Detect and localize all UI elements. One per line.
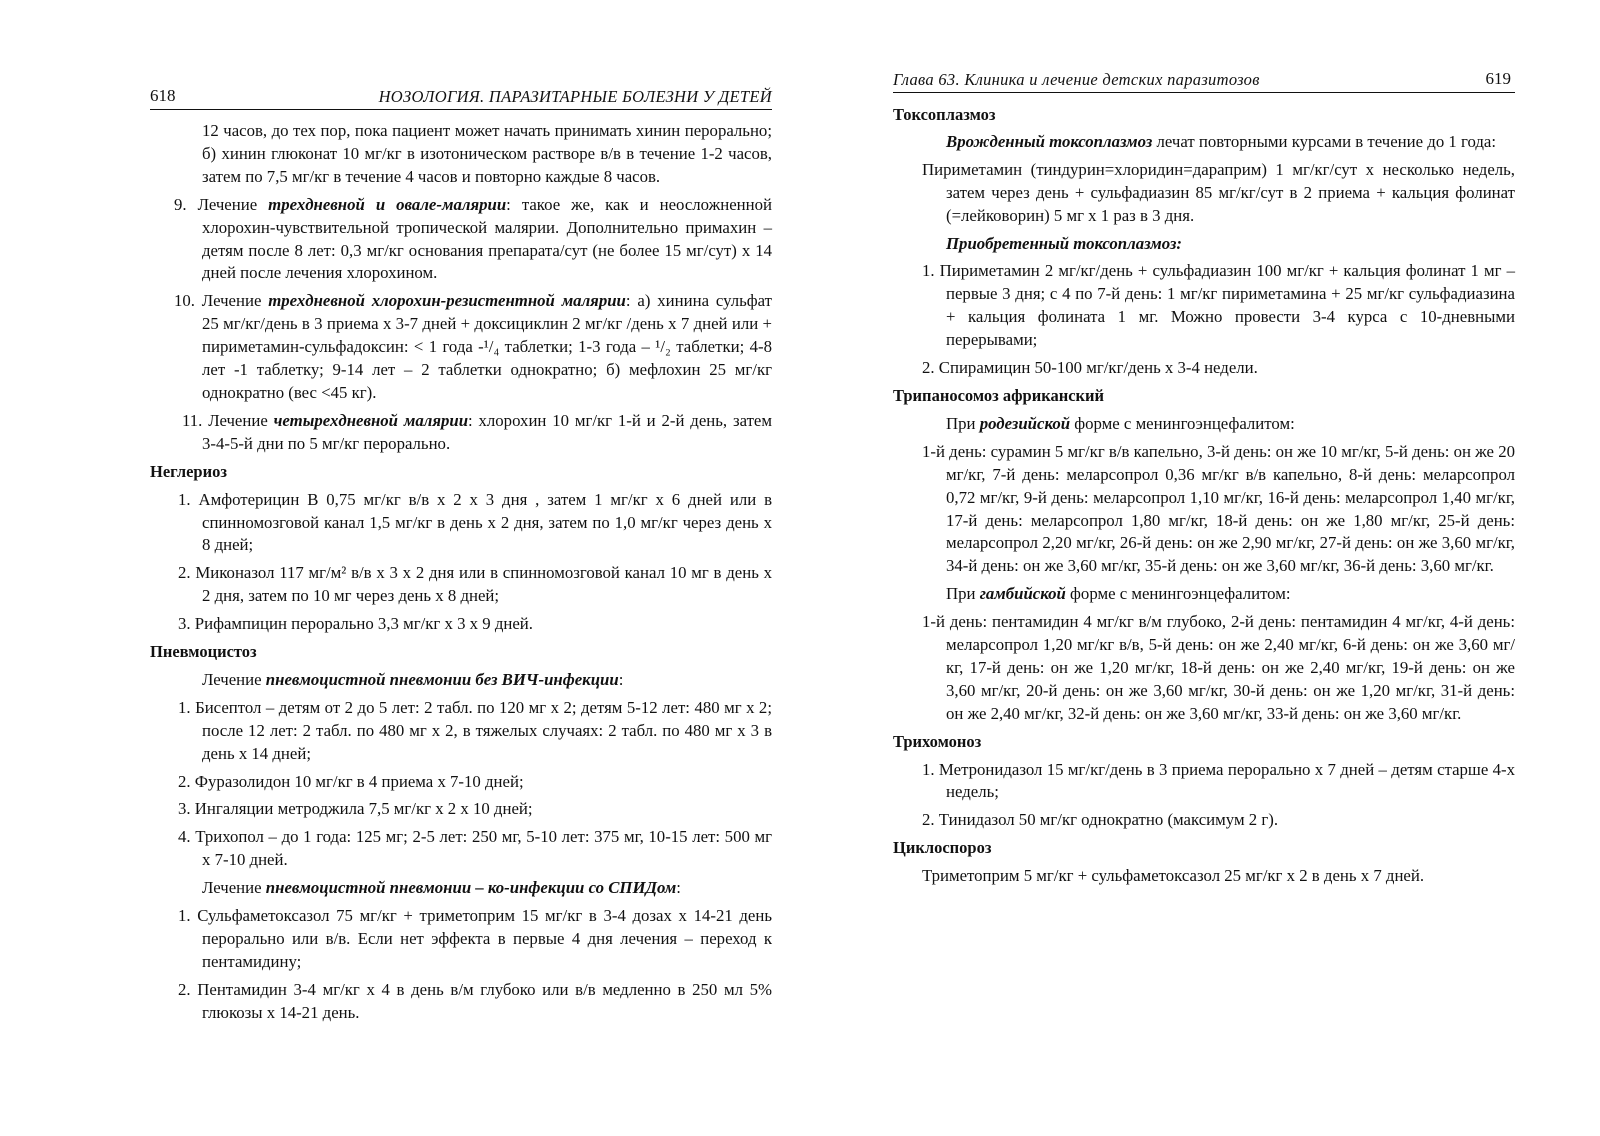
right-page-number: 619 (1485, 69, 1511, 88)
list-item: 2. Фуразолидон 10 мг/кг в 4 приема х 7-10 дней; (178, 771, 524, 791)
list-item: 10. Лечение трехдневной хлорохин-резистентной малярии: а) хинина сульфат 25 мг/кг/день в 3 приема х 3-7 дней + доксициклин 2 мг/кг /день х 7 дней или + пириметамин-сульфадоксин: < 1 года -¹/₄ таблетки; 1-3 года – ¹/₂ таблетки; 4-8 лет -1 таблетку; 9-14 лет – 2 таблетки однократно; б) мефлохин 25 мг/кг однократно (вес <45 кг). (174, 291, 772, 402)
list-item: 4. Трихопол – до 1 года: 125 мг; 2-5 лет: 250 мг, 5-10 лет: 375 мг, 10-15 лет: 500 мг х 7-10 дней. (178, 827, 772, 870)
paragraph: 1-й день: сурамин 5 мг/кг в/в капельно, 3-й день: он же 10 мг/кг, 5-й день: он же 20 мг/кг, 7-й день: меларсопрол 0,36 мг/кг в/в капельно, 8-й день: меларсопрол 0,72 мг/кг, 9-й день: меларсопрол 1,10 мг/кг, 16-й день: меларсопрол 1,40 мг/кг, 17-й день: меларсопрол 1,80 мг/кг, 18-й день: он же 1,80 мг/кг, 25-й день: меларсопрол 2,20 мг/кг, 26-й день: он же 2,90 мг/кг, 27-й день: он же 3,60 мг/кг, 34-й день: он же 3,60 мг/кг, 35-й день: он же 3,60 мг/кг, 36-й день: 3,60 мг/кг. (922, 441, 1515, 576)
paragraph: Врожденный токсоплазмоз лечат повторными курсами в течение до 1 года: (946, 131, 1497, 151)
right-running-title: Глава 63. Клиника и лечение детских паразитозов (893, 70, 1260, 89)
list-item: 2. Миконазол 117 мг/м² в/в х 3 х 2 дня или в спинномозговой канал 10 мг в день х 2 дня, затем по 10 мг через день х 8 дней; (178, 563, 772, 606)
list-item: 1. Пириметамин 2 мг/кг/день + сульфадиазин 100 мг/кг + кальция фолинат 1 мг – первые 3 дня; с 4 по 7-й день: 1 мг/кг пириметамина + 25 мг/кг сульфадиазина + кальция фолината 1 мг. Можно провести 3-4 курса с 10-дневными перерывами; (922, 261, 1515, 350)
section-heading-cyclosporiasis: Циклоспороз (893, 838, 992, 858)
section-heading-trypanosomiasis: Трипаносомоз африканский (893, 385, 1105, 405)
list-item: 1. Бисептол – детям от 2 до 5 лет: 2 табл. по 120 мг х 2; детям 5-12 лет: 480 мг х 2; после 12 лет: 2 табл. по 480 мг х 2, в тяжелых случаях: 2 табл. по 480 мг х 3 в день х 14 дней; (178, 697, 772, 763)
paragraph: Лечение пневмоцистной пневмонии без ВИЧ-инфекции: (202, 669, 624, 689)
right-body (893, 104, 1515, 888)
paragraph: При гамбийской форме с менингоэнцефалитом: (946, 584, 1291, 604)
subheading: Приобретенный токсоплазмоз: (946, 233, 1183, 253)
paragraph: Пириметамин (тиндурин=хлоридин=дараприм) 1 мг/кг/сут х несколько недель, затем через день + сульфадиазин 85 мг/кг/сут в 2 приема + кальция фолинат (=лейковорин) 5 мг х 1 раз в 3 дня. (922, 159, 1515, 225)
section-heading-toxoplasmosis: Токсоплазмоз (893, 105, 996, 124)
paragraph: Лечение пневмоцистной пневмонии – ко-инфекции со СПИДом: (202, 878, 681, 898)
section-heading-pneumocystosis: Пневмоцистоз (150, 642, 257, 662)
paragraph: Триметоприм 5 мг/кг + сульфаметоксазол 25 мг/кг х 2 в день х 7 дней. (922, 866, 1425, 886)
left-page-number: 618 (150, 86, 176, 105)
paragraph: 12 часов, до тех пор, пока пациент может начать принимать хинин перорально; б) хинин глюконат 10 мг/кг в изотоническом растворе в/в в течение 1-2 часов, затем по 7,5 мг/кг в течение 4 часов и повторно каждые 8 часов. (202, 121, 772, 186)
section-heading-negleriosis: Неглериоз (150, 461, 227, 481)
list-item: 2. Спирамицин 50-100 мг/кг/день х 3-4 недели. (922, 358, 1258, 378)
list-item: 2. Тинидазол 50 мг/кг однократно (максимум 2 г). (922, 810, 1279, 830)
paragraph: При родезийской форме с менингоэнцефалитом: (946, 413, 1295, 433)
list-item: 11. Лечение четырехдневной малярии: хлорохин 10 мг/кг 1-й и 2-й день, затем 3-4-5-й дни по 5 мг/кг перорально. (182, 410, 772, 453)
section-heading-trichomoniasis: Трихомоноз (893, 731, 982, 751)
right-page (893, 0, 1515, 1136)
list-item: 3. Рифампицин перорально 3,3 мг/кг х 3 х 9 дней. (178, 614, 533, 634)
list-item: 1. Метронидазол 15 мг/кг/день в 3 приема перорально х 7 дней – детям старше 4-х недель; (922, 759, 1515, 802)
list-item: 1. Амфотерицин В 0,75 мг/кг в/в х 2 х 3 дня , затем 1 мг/кг х 6 дней или в спинномозговой канал 1,5 мг/кг в день х 2 дня, затем по 1,0 мг/кг через день х 8 дней; (178, 489, 772, 555)
left-body (150, 120, 772, 1025)
list-item: 1. Сульфаметоксазол 75 мг/кг + триметоприм 15 мг/кг в 3-4 дозах х 14-21 день перорально или в/в. Если нет эффекта в первые 4 дня лечения – переход к пентамидину; (178, 906, 772, 971)
paragraph: 1-й день: пентамидин 4 мг/кг в/м глубоко, 2-й день: пентамидин 4 мг/кг, 4-й день: меларсопрол 1,20 мг/кг в/в, 5-й день: он же 2,40 мг/кг, 6-й день: он же 3,60 мг/кг, 17-й день: он же 1,20 мг/кг, 18-й день: он же 2,40 мг/кг, 19-й день: он же 3,60 мг/кг, 20-й день: он же 3,60 мг/кг, 30-й день: он же 1,20 мг/кг, 31-й день: он же 2,40 мг/кг, 32-й день: он же 3,60 мг/кг, 33-й день: он же 3,60 мг/кг. (922, 612, 1515, 723)
left-header (150, 85, 772, 110)
left-page (150, 0, 772, 1136)
list-item: 9. Лечение трехдневной и овале-малярии: такое же, как и неосложненной хлорохин-чувствительной тропической малярии. Дополнительно примахин – детям после 8 лет: 0,3 мг/кг основания препарата/сут (не более 15 мг/сут) х 14 дней после лечения хлорохином. (174, 194, 772, 283)
left-running-title: НОЗОЛОГИЯ. ПАРАЗИТАРНЫЕ БОЛЕЗНИ У ДЕТЕЙ (378, 87, 772, 106)
list-item: 2. Пентамидин 3-4 мг/кг х 4 в день в/м глубоко или в/в медленно в 250 мл 5% глюкозы х 14-21 день. (178, 979, 772, 1022)
right-header (893, 68, 1515, 93)
list-item: 3. Ингаляции метроджила 7,5 мг/кг х 2 х 10 дней; (178, 799, 533, 819)
